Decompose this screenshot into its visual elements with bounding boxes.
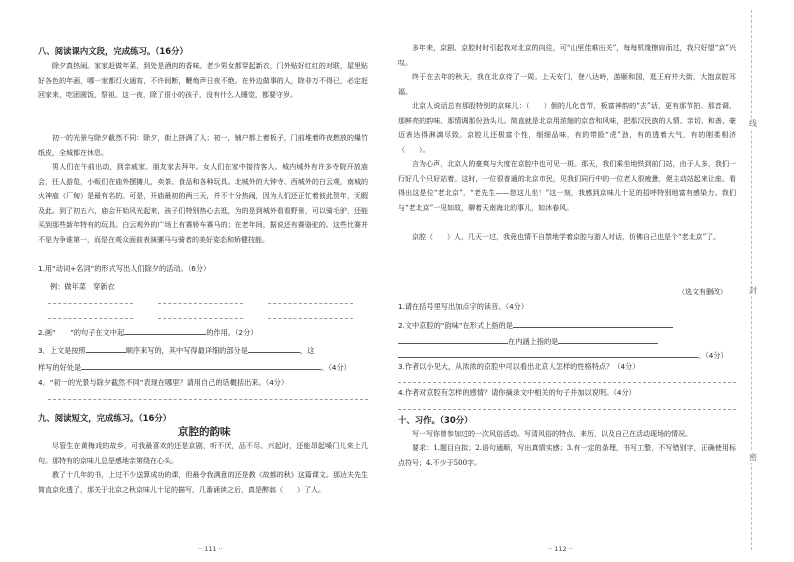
sec8-q1-example: 例：做年菜 穿新衣 <box>50 282 115 291</box>
answer-line[interactable] <box>48 399 368 400</box>
sec9-paragraph-2: 教了十几年的书，上过不少送算成功的课，但最令我满意的还是教《故都的秋》这篇课文。那达夫先生简直京化透了，那关于北京之秋京味儿十足的描写，几番诵读之后，真是醉翁（ ）了人。 <box>38 471 368 494</box>
sec9-question-1: 1.请在括号里写出加点字的读音。（4分） <box>398 302 529 311</box>
sec9-paragraph-4: 终于在去年的秋天，我在北京待了一周。上天安门，登八达岭，游颐和园，逛王府井大街，大饱京腔耳福。 <box>398 73 736 96</box>
sec8-question-3-cont: 样写的好处是 。（4分） <box>38 363 351 372</box>
sec9-question-2: 2.文中京腔的“韵味”在形式上指的是 <box>398 319 673 331</box>
sec8-question-1: 1.用“动词+名词”的形式写出人们除夕的活动。（6分） <box>38 264 211 273</box>
page-number: ·· 111 ·· <box>198 545 223 553</box>
sec8-question-4: 4．“初一的光景与除夕截然不同”表现在哪里？请用自己的话概括出来。（4分） <box>38 378 289 387</box>
sec9-paragraph-3: 多年来，京剧、京腔时时引起我对北京的向往，可“山里佳难出关”，每每机缘擦肩而过，我只好望“京”兴叹。 <box>398 44 736 67</box>
answer-line[interactable] <box>268 318 353 319</box>
sec9-question-4: 4.作者对京腔有怎样的感情？请你摘录文中相关的句子并加以说明。（4分） <box>398 388 636 397</box>
binding-strip <box>745 0 794 562</box>
sec9-question-2-cont: 在内涵上指的是 <box>398 335 658 347</box>
sec9-paragraph-7: 京腔（ ）人，几天一过，我竟也情不自禁地学着京腔与游人对话，仿佛自己也是个“老北京”了。 <box>412 233 721 241</box>
answer-line[interactable] <box>158 318 243 319</box>
sec8-paragraph-3: 男人们在午前出动，到亲戚家、朋友家去拜年。女人们在家中接待客人。城内城外有许多寺院开放庙会，任人游览，小贩们在庙外摆摊儿，卖茶、食品和各种玩具。北城外的大钟寺、西城外的白云观，南城的火神庙（厂甸）是最有名的。可是，开庙最初的两三天，并不十分热闹，因为人们还正忙着彼此贺年，无暇及此。到了初五六，庙会开始风光起来，孩子们特别热心去逛，为的是到城外看看野景，可以骑毛驴，还能买到那些新年特有的玩具。白云观外的广场上有赛轿车赛马的；在老年间，据说还有赛骆驼的。这些比赛并不是为争谁第一，而是在观众面前表演骡马与骑者的美好姿态和矫健技能。 <box>38 163 368 244</box>
sec9-paragraph-5: 北京人说话总有那股特别的京味儿：（ ）倒的儿化音节，板富神韵的“去”话，更有那节拍、那音调、那鲜亮的韵味、那情调那份劲头儿。简直就是北京用浓缩的京音和风味，把那汉民族的人情、亲切、和善、豪迈表达得淋漓尽致。京腔儿还极富个性，细细品味，有的带股“虎”劲，有的透着大气，有的刚柔相济（ ）。 <box>398 102 736 154</box>
answer-blank[interactable] <box>248 344 300 353</box>
section-9-title: 九、阅读短文，完成练习。（16分） <box>38 413 172 423</box>
answer-blank[interactable] <box>513 319 673 328</box>
answer-blank[interactable] <box>86 344 126 353</box>
answer-blank[interactable] <box>398 335 508 344</box>
answer-line[interactable] <box>268 303 353 304</box>
writing-requirements: 要求：1.题目自拟；2.语句通顺，写出真情实感；3.有一定的条理，书写工整，不写错别字，正确使用标点符号；4.不少于500字。 <box>398 444 736 467</box>
binding-char-secret: 密 <box>749 453 757 462</box>
sec9-paragraph-6: 言为心声，北京人的豪爽与大度在京腔中也可见一斑。那天，我们乘坐地铁到前门站，由于人多，我们一行好几个只好站着。这时，一位很普通的北京市民，见我们同行中的一位老人很疲惫，便主动站起来让座。看得出这是位“老北京”，“老先生——您这儿坐！”这一刻，我感到京味儿十足的招呼特别地富有感染力。我们与“老北京”一见如故，聊着天南海北的事儿，如沐春风。 <box>398 160 736 212</box>
sec9-question-3: 3.作者以小见大，从浓浓的京腔中可以看出北京人怎样的性格特点？（4分） <box>398 362 640 371</box>
binding-char-seal: 封 <box>749 286 757 295</box>
answer-line[interactable] <box>398 409 736 410</box>
sec8-paragraph-2: 初一的光景与除夕截然不同：除夕，街上挤满了人；初一，铺户都上着板子，门前堆着昨夜燃放的爆竹纸皮，全城都在休息。 <box>38 134 368 157</box>
answer-blank[interactable] <box>124 326 206 335</box>
section-10-title: 十、习作。（30分） <box>398 415 473 425</box>
writing-prompt: 写一写你曾参加过的一次风俗活动。写清风俗的特点、来历，以及自己在活动现场的情况。 <box>412 430 692 438</box>
answer-line[interactable] <box>48 318 133 319</box>
source-note: （选文有删改） <box>678 288 727 296</box>
section-8-title: 八、阅读课内文段，完成练习。（16分） <box>38 46 188 56</box>
answer-blank[interactable] <box>81 361 321 370</box>
answer-line[interactable] <box>398 382 736 383</box>
binding-char-line: 线 <box>749 119 757 128</box>
sec9-paragraph-1: 尽管生在黄梅戏的故乡，可我最喜欢的还是京剧，听不厌，品不尽。兴起时，还能昂起嗓门儿来上几句。那特有的京味儿总是感地亲第绕在心头。 <box>38 442 368 465</box>
sec8-question-2: 2.画“ ”的句子在文中起 的作用。（2分） <box>38 328 258 337</box>
answer-line[interactable] <box>48 303 133 304</box>
sec9-question-2-end: 。（4分） <box>398 349 728 361</box>
sec8-question-3: 3．上文是按照 顺序来写的，其中写得最详细的部分是 ，这 <box>38 346 315 355</box>
page-number: ·· 112 ·· <box>548 545 573 553</box>
sec8-paragraph-1: 除夕真热闹。家家赶做年菜，到处是酒肉的香味。老少男女都穿起新衣，门外贴好红红的对联，屋里贴好各色的年画，哪一家都灯火通宵，不许间断，鞭炮声日夜不绝。在外边做事的人，除非万不得已，必定赶回家来，吃团圆饭，祭祖。这一夜，除了很小的孩子，没有什么人睡觉，都要守岁。 <box>38 62 368 100</box>
answer-line[interactable] <box>158 303 243 304</box>
answer-blank[interactable] <box>398 349 698 358</box>
binding-cut-line <box>751 10 752 550</box>
answer-blank[interactable] <box>558 335 658 344</box>
article-title: 京腔的韵味 <box>178 426 231 438</box>
